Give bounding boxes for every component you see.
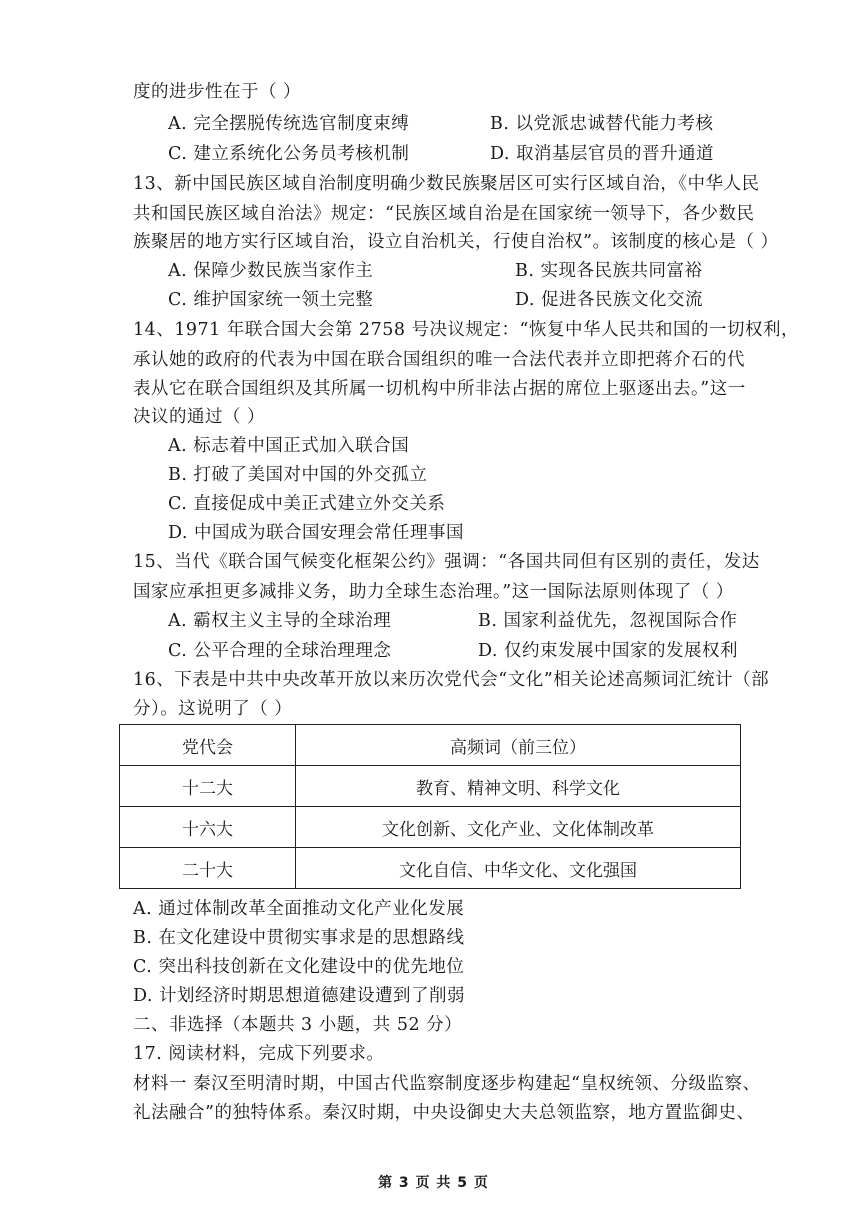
q14-option-a: A. 标志着中国正式加入联合国 <box>168 436 410 456</box>
table-cell: 教育、精神文明、科学文化 <box>296 766 741 807</box>
q12-option-a: A. 完全摆脱传统选官制度束缚 <box>168 114 410 134</box>
q13-stem-line3: 族聚居的地方实行区域自治，设立自治机关，行使自治权”。该制度的核心是（ ） <box>133 232 779 252</box>
q15-option-d: D. 仅约束发展中国家的发展权利 <box>478 641 739 661</box>
q16-option-d: D. 计划经济时期思想道德建设遭到了削弱 <box>133 986 466 1006</box>
q13-option-b: B. 实现各民族共同富裕 <box>515 261 703 281</box>
q14-option-b: B. 打破了美国对中国的外交孤立 <box>168 465 428 485</box>
table-row <box>120 848 741 889</box>
q14-stem-line2: 承认她的政府的代表为中国在联合国组织的唯一合法代表并立即把蒋介石的代 <box>133 350 745 370</box>
q13-option-a: A. 保障少数民族当家作主 <box>168 261 374 281</box>
q12-stem-tail: 度的进步性在于（ ） <box>133 82 302 102</box>
q12-option-b: B. 以党派忠诚替代能力考核 <box>490 114 714 134</box>
table-row <box>120 807 741 848</box>
table-cell: 十六大 <box>120 807 296 848</box>
table-cell: 二十大 <box>120 848 296 889</box>
table-header-cell: 高频词（前三位） <box>296 725 741 766</box>
section-heading: 二、非选择（本题共 3 小题，共 52 分） <box>133 1015 463 1035</box>
q15-stem-line1: 15、当代《联合国气候变化框架公约》强调：“各国共同但有区别的责任，发达 <box>133 552 760 572</box>
q12-option-c: C. 建立系统化公务员考核机制 <box>168 144 410 164</box>
table-header-row <box>120 725 741 766</box>
q15-option-a: A. 霸权主义主导的全球治理 <box>168 611 392 631</box>
q16-option-b: B. 在文化建设中贯彻实事求是的思想路线 <box>133 928 465 948</box>
q17-material-line2: 礼法融合”的独特体系。秦汉时期，中央设御史大夫总领监察，地方置监御史、 <box>133 1103 755 1123</box>
table-header-cell: 党代会 <box>120 725 296 766</box>
q16-stem-line2: 分）。这说明了（ ） <box>133 699 293 719</box>
q12-option-d: D. 取消基层官员的晋升通道 <box>490 144 715 164</box>
q14-option-d: D. 中国成为联合国安理会常任理事国 <box>168 523 465 543</box>
page-footer: 第 3 页 共 5 页 <box>378 1175 489 1191</box>
q14-stem-line4: 决议的通过（ ） <box>133 407 266 427</box>
q13-stem-line2: 共和国民族区域自治法》规定：“民族区域自治是在国家统一领导下，各少数民 <box>133 204 755 224</box>
q16-table <box>119 724 741 889</box>
q13-option-c: C. 维护国家统一领土完整 <box>168 290 374 310</box>
table-cell: 文化创新、文化产业、文化体制改革 <box>296 807 741 848</box>
q15-option-b: B. 国家利益优先，忽视国际合作 <box>478 611 738 631</box>
q15-option-c: C. 公平合理的全球治理理念 <box>168 641 392 661</box>
q16-option-c: C. 突出科技创新在文化建设中的优先地位 <box>133 957 465 977</box>
q17-stem-line1: 17. 阅读材料，完成下列要求。 <box>133 1044 385 1064</box>
q14-stem-line3: 表从它在联合国组织及其所属一切机构中所非法占据的席位上驱逐出去。”这一 <box>133 379 746 399</box>
q15-stem-line2: 国家应承担更多减排义务，助力全球生态治理。”这一国际法原则体现了（ ） <box>133 582 734 602</box>
table-cell: 文化自信、中华文化、文化强国 <box>296 848 741 889</box>
q14-stem-line1: 14、1971 年联合国大会第 2758 号决议规定：“恢复中华人民共和国的一切权利， <box>133 320 799 340</box>
q13-option-d: D. 促进各民族文化交流 <box>515 290 704 310</box>
q16-option-a: A. 通过体制改革全面推动文化产业化发展 <box>133 899 465 919</box>
q16-stem-line1: 16、下表是中共中央改革开放以来历次党代会“文化”相关论述高频词汇统计（部 <box>133 670 770 690</box>
q17-material-line1: 材料一 秦汉至明清时期，中国古代监察制度逐步构建起“皇权统领、分级监察、 <box>133 1074 761 1094</box>
table-cell: 十二大 <box>120 766 296 807</box>
q13-stem-line1: 13、新中国民族区域自治制度明确少数民族聚居区可实行区域自治，《中华人民 <box>133 174 760 194</box>
table-row <box>120 766 741 807</box>
q14-option-c: C. 直接促成中美正式建立外交关系 <box>168 494 446 514</box>
